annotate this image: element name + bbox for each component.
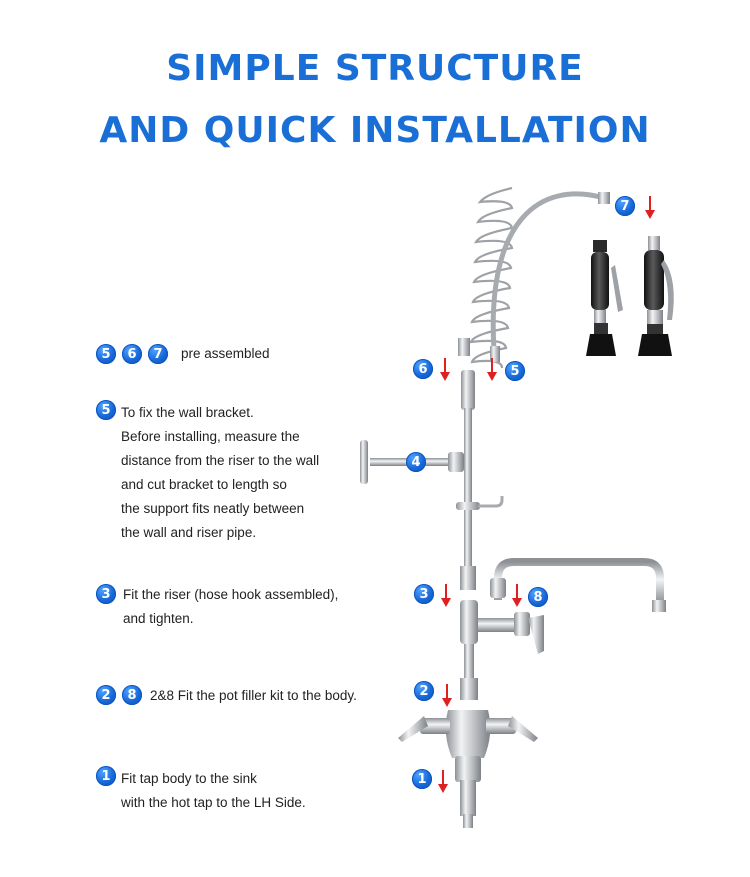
- diagram-badge-6: 6: [413, 359, 433, 379]
- riser-pipe: [464, 408, 472, 568]
- swing-spout-nut: [490, 578, 506, 598]
- step-badge-5a: 5: [96, 344, 116, 364]
- spray-valve-front: [586, 240, 623, 356]
- diagram-badge-1: 1: [412, 769, 432, 789]
- pot-filler-arm: [478, 618, 516, 632]
- riser-bottom-nut: [460, 566, 476, 590]
- diagram-badge-5: 5: [505, 361, 525, 381]
- wall-bracket-plate: [360, 440, 368, 484]
- tap-body-shank: [460, 780, 476, 816]
- pot-filler-lower-nut: [460, 678, 478, 700]
- diagram-badge-4: 4: [406, 452, 426, 472]
- diagram-badge-7: 7: [615, 196, 635, 216]
- step-badge-2: 2: [96, 685, 116, 705]
- pot-filler-handle: [528, 615, 544, 654]
- pot-filler-text: 2&8 Fit the pot filler kit to the body.: [150, 688, 357, 703]
- tap-body-tail: [463, 814, 473, 828]
- diagram-badge-8: 8: [528, 587, 548, 607]
- step-badge-3: 3: [96, 584, 116, 604]
- step-badge-7a: 7: [148, 344, 168, 364]
- tap-body: [446, 710, 491, 758]
- swing-spout: [498, 562, 660, 606]
- preassembled-text: pre assembled: [181, 346, 270, 361]
- spring-end: [458, 338, 470, 356]
- title-line-1: SIMPLE STRUCTURE: [166, 48, 584, 89]
- tap-body-line: with the hot tap to the LH Side.: [121, 795, 306, 810]
- step-badge-1: 1: [96, 766, 116, 786]
- flex-hose-fitting: [598, 192, 610, 204]
- pot-filler-valve: [514, 612, 530, 636]
- wall-bracket-line: To fix the wall bracket.: [121, 405, 254, 420]
- step-badge-6a: 6: [122, 344, 142, 364]
- wall-bracket-line: the support fits neatly between: [121, 501, 305, 516]
- riser-top-cap: [461, 370, 475, 410]
- wall-bracket-line: Before installing, measure the: [121, 429, 300, 444]
- step-badge-8: 8: [122, 685, 142, 705]
- tap-body-line: Fit tap body to the sink: [121, 771, 257, 786]
- diagram-badge-3: 3: [414, 584, 434, 604]
- wall-bracket-line: the wall and riser pipe.: [121, 525, 257, 540]
- swing-spout-tip: [652, 600, 666, 612]
- diagram-badge-2: 2: [414, 681, 434, 701]
- wall-bracket-line: and cut bracket to length so: [121, 477, 287, 492]
- flex-hose: [493, 194, 604, 350]
- riser-line: Fit the riser (hose hook assembled),: [123, 587, 339, 602]
- wall-bracket-line: distance from the riser to the wall: [121, 453, 320, 468]
- hose-hook-ring: [456, 502, 480, 510]
- wall-bracket-clamp: [448, 452, 464, 472]
- pot-filler-body: [460, 600, 478, 644]
- title-line-2: AND QUICK INSTALLATION: [99, 110, 651, 151]
- spray-valve-side: [638, 236, 674, 356]
- tap-body-stem: [455, 756, 481, 782]
- hose-hook: [478, 496, 502, 506]
- step-badge-5b: 5: [96, 400, 116, 420]
- pot-filler-lower-pipe: [464, 644, 474, 678]
- riser-line: and tighten.: [123, 611, 194, 626]
